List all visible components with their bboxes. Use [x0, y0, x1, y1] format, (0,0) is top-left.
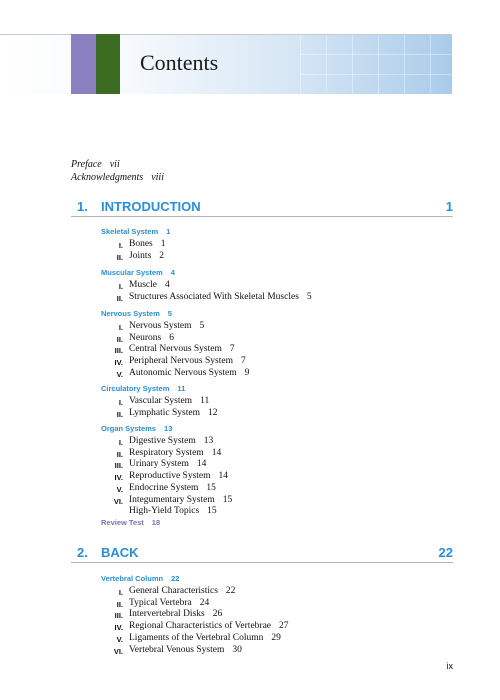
entry-page-number: 15: [222, 494, 233, 505]
entry-page-number: 14: [218, 471, 229, 482]
entry-text: [129, 609, 222, 620]
entry-title: Intervertebral Disks: [129, 609, 205, 620]
entry-title: Bones: [129, 239, 153, 249]
roman-numeral: I.: [118, 398, 123, 407]
entry-text: [129, 586, 235, 597]
purple-color-block: [71, 34, 96, 94]
page-title: Contents: [140, 50, 219, 75]
entry-title: Integumentary System: [129, 494, 215, 505]
chapter-divider: [71, 216, 453, 217]
header-banner: [0, 34, 452, 94]
entry-text: [129, 251, 164, 262]
entry-page-number: 7: [240, 356, 246, 367]
front-matter-item-preface[interactable]: Preface vii: [71, 159, 120, 170]
section-page-number: 1: [166, 227, 171, 236]
chapter-title: BACK: [101, 545, 139, 560]
entry-page-number: 22: [225, 586, 236, 596]
section-title: Nervous System: [101, 309, 160, 318]
roman-numeral: IV.: [114, 623, 123, 633]
entry-title: Typical Vertebra: [129, 597, 192, 608]
entry-text: [129, 368, 249, 379]
roman-numeral: VI.: [113, 646, 123, 656]
chapter-title: INTRODUCTION: [101, 199, 201, 214]
roman-numeral: II.: [116, 252, 123, 262]
entry-page-number: 4: [164, 280, 170, 290]
entry-text: [129, 506, 217, 517]
entry-text: [129, 645, 242, 656]
entry-text: [129, 448, 221, 459]
roman-numeral: III.: [114, 461, 123, 471]
entry-page-number: 26: [212, 609, 223, 620]
roman-numeral: II.: [116, 409, 123, 419]
entry-text: [129, 239, 166, 250]
entry-title: Vascular System: [129, 396, 193, 406]
roman-numeral: I.: [118, 241, 123, 250]
entry-title: Autonomic Nervous System: [129, 367, 237, 378]
roman-numeral: IV.: [114, 358, 123, 368]
entry-title: Vertebral Venous System: [129, 644, 225, 655]
entry-page-number: 27: [279, 621, 289, 632]
entry-page-number: 29: [271, 632, 281, 643]
roman-numeral: II.: [116, 599, 123, 609]
entry-page-number: 11: [200, 396, 210, 406]
entry-text: [129, 459, 206, 470]
review-title: Review Test: [101, 518, 144, 527]
entry-page-number: 7: [229, 344, 235, 355]
entry-page-number: 30: [232, 644, 242, 655]
entry-page-number: 5: [199, 321, 205, 331]
chapter-page-number: 22: [438, 545, 453, 560]
header-grid-pattern: [300, 35, 452, 94]
entry-page-number: 5: [306, 291, 312, 302]
entry-title: Respiratory System: [129, 447, 204, 458]
section-title: Muscular System: [101, 268, 163, 277]
section-page-number: 13: [164, 424, 173, 433]
entry-title: Urinary System: [129, 459, 189, 470]
entry-page-number: 6: [169, 332, 174, 343]
roman-numeral: V.: [116, 634, 123, 644]
entry-title: High-Yield Topics: [129, 506, 200, 517]
section-page-number: 11: [177, 384, 186, 393]
section-heading[interactable]: [101, 309, 172, 318]
entry-title: Peripheral Nervous System: [129, 356, 233, 367]
roman-numeral: III.: [114, 346, 123, 356]
section-title: Organ Systems: [101, 424, 157, 433]
entry-title: Muscle: [129, 280, 157, 290]
section-title: Circulatory System: [101, 384, 170, 393]
entry-text: [129, 356, 246, 367]
entry-text: [129, 408, 217, 419]
entry-page-number: 9: [244, 367, 250, 378]
entry-page-number: 2: [159, 250, 164, 261]
section-page-number: 5: [167, 309, 172, 318]
roman-numeral: I.: [118, 588, 123, 597]
entry-text: [129, 598, 209, 609]
roman-numeral: V.: [116, 369, 123, 379]
roman-numeral: VI.: [113, 496, 123, 506]
review-test-heading[interactable]: [101, 518, 160, 527]
roman-numeral: III.: [114, 611, 123, 621]
entry-text: [129, 333, 174, 344]
entry-text: [129, 344, 235, 355]
chapter-divider: [71, 562, 453, 563]
entry-title: General Characteristics: [129, 586, 218, 596]
entry-title: Endocrine System: [129, 482, 199, 493]
entry-text: [129, 621, 289, 632]
section-heading[interactable]: [101, 424, 172, 433]
entry-text: [129, 495, 232, 506]
entry-page-number: 13: [203, 436, 214, 446]
entry-page-number: 1: [160, 239, 166, 249]
entry-title: Reproductive System: [129, 471, 211, 482]
entry-page-number: 24: [199, 597, 210, 608]
roman-numeral: II.: [116, 293, 123, 303]
entry-title: Ligaments of the Vertebral Column: [129, 632, 264, 643]
entry-page-number: 15: [206, 482, 216, 493]
entry-title: Lymphatic System: [129, 407, 200, 418]
front-matter-item-acknowledgments[interactable]: Acknowledgments viii: [71, 172, 164, 183]
entry-title: Joints: [129, 250, 152, 261]
entry-text: [129, 280, 170, 291]
roman-numeral: I.: [118, 438, 123, 447]
roman-numeral: II.: [116, 334, 123, 344]
roman-numeral: II.: [116, 449, 123, 459]
entry-title: Structures Associated With Skeletal Muscles: [129, 291, 299, 302]
front-matter-list: [71, 158, 164, 184]
review-page-number: 18: [151, 518, 161, 527]
entry-text: [129, 292, 312, 303]
chapter-number: 2.: [77, 545, 88, 560]
roman-numeral: V.: [116, 484, 123, 494]
entry-title: Central Nervous System: [129, 344, 222, 355]
entry-text: [129, 436, 213, 447]
entry-title: Regional Characteristics of Vertebrae: [129, 621, 272, 632]
roman-numeral: I.: [118, 282, 123, 291]
section-page-number: 22: [171, 574, 180, 583]
chapter-heading[interactable]: [71, 199, 453, 221]
section-heading[interactable]: [101, 574, 179, 583]
entry-page-number: 14: [196, 459, 207, 470]
chapter-heading[interactable]: [71, 545, 453, 567]
entry-text: [129, 483, 216, 494]
section-title: Vertebral Column: [101, 574, 164, 583]
page-number: ix: [446, 661, 453, 671]
roman-numeral: I.: [118, 323, 123, 332]
chapter-page-number: 1: [445, 199, 453, 214]
section-heading[interactable]: [101, 384, 185, 393]
section-heading[interactable]: [101, 227, 170, 236]
entry-text: [129, 471, 228, 482]
entry-page-number: 12: [207, 407, 218, 418]
section-heading[interactable]: [101, 268, 175, 277]
entry-text: [129, 396, 209, 407]
entry-title: Nervous System: [129, 321, 192, 331]
entry-title: Neurons: [129, 332, 162, 343]
entry-text: [129, 633, 281, 644]
section-page-number: 4: [170, 268, 175, 277]
entry-page-number: 14: [211, 447, 222, 458]
section-title: Skeletal System: [101, 227, 159, 236]
entry-page-number: 15: [207, 506, 217, 517]
roman-numeral: IV.: [114, 473, 123, 483]
entry-title: Digestive System: [129, 436, 196, 446]
green-color-block: [96, 34, 120, 94]
entry-text: [129, 321, 204, 332]
chapter-number: 1.: [77, 199, 88, 214]
